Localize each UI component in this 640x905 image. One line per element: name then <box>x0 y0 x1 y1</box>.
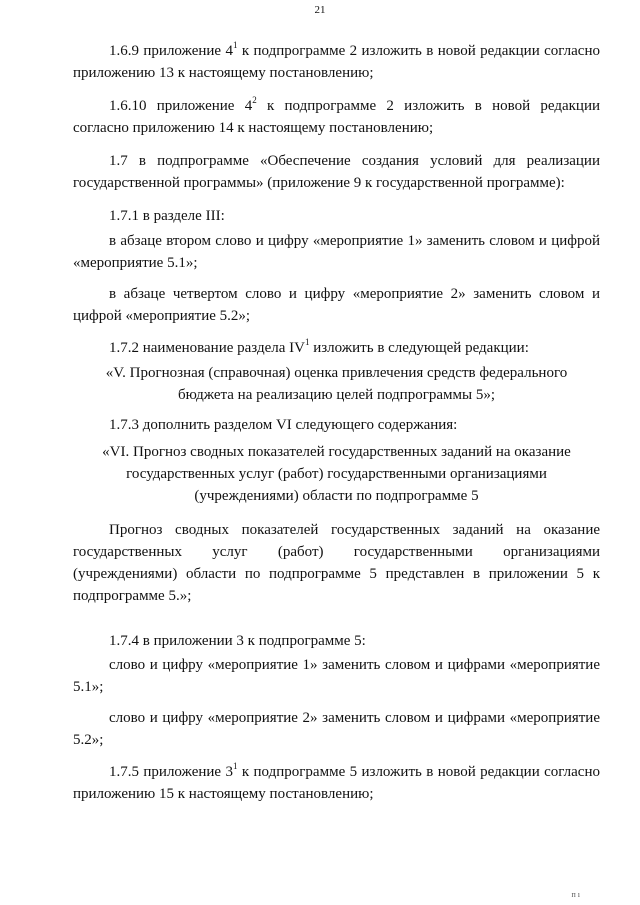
section-vi-heading: «VI. Прогноз сводных показателей государственных заданий на оказание государственных услуг (работ) государственными организациями (учреждениями) области по подпрограмме 5 <box>102 444 571 504</box>
paragraph-meropriyatie-1: слово и цифру «мероприятие 1» заменить словом и цифрами «мероприятие 5.1»; <box>73 657 600 695</box>
section-v-heading: «V. Прогнозная (справочная) оценка привлечения средств федерального бюджета на реализацию целей подпрограммы 5»; <box>105 365 568 403</box>
paragraph-1-7: 1.7 в подпрограмме «Обеспечение создания условий для реализации государственной программы» (приложение 9 к государственной программе): <box>73 153 600 191</box>
paragraph-abzac-4: в абзаце четвертом слово и цифру «мероприятие 2» заменить словом и цифрой «мероприятие 5.2»; <box>73 286 600 324</box>
paragraph-1-7-5: 1.7.5 приложение $3^1$ к подпрограмме 5 изложить в новой редакции согласно приложению 15 к настоящему постановлению; <box>73 761 600 802</box>
paragraph-1-7-2: 1.7.2 наименование раздела $IV^1$ изложить в следующей редакции: <box>109 337 529 356</box>
footer-mark: п ı <box>571 890 580 899</box>
paragraph-meropriyatie-2: слово и цифру «мероприятие 2» заменить словом и цифрами «мероприятие 5.2»; <box>73 710 600 748</box>
paragraph-abzac-2: в абзаце втором слово и цифру «мероприятие 1» заменить словом и цифрой «мероприятие 5.1»; <box>73 233 600 271</box>
paragraph-1-7-1: 1.7.1 в разделе III: <box>109 208 225 224</box>
paragraph-1-7-4: 1.7.4 в приложении 3 к подпрограмме 5: <box>109 633 366 649</box>
paragraph-1-6-10: 1.6.10 приложение $4^2$ к подпрограмме 2 изложить в новой редакции согласно приложению 14 к настоящему постановлению; <box>73 95 600 136</box>
paragraph-1-7-3: 1.7.3 дополнить разделом VI следующего содержания: <box>109 417 458 433</box>
paragraph-1-6-9: 1.6.9 приложение $4^1$ к подпрограмме 2 изложить в новой редакции согласно приложению 13 к настоящему постановлению; <box>73 40 600 81</box>
page-number: 21 <box>314 4 326 16</box>
paragraph-prognoz: Прогноз сводных показателей государственных заданий на оказание государственных услуг (работ) государственными организациями (учреждениями) области по подпрограмме 5 представлен в приложении 5 к подпрограмме 5.»; <box>73 522 600 604</box>
